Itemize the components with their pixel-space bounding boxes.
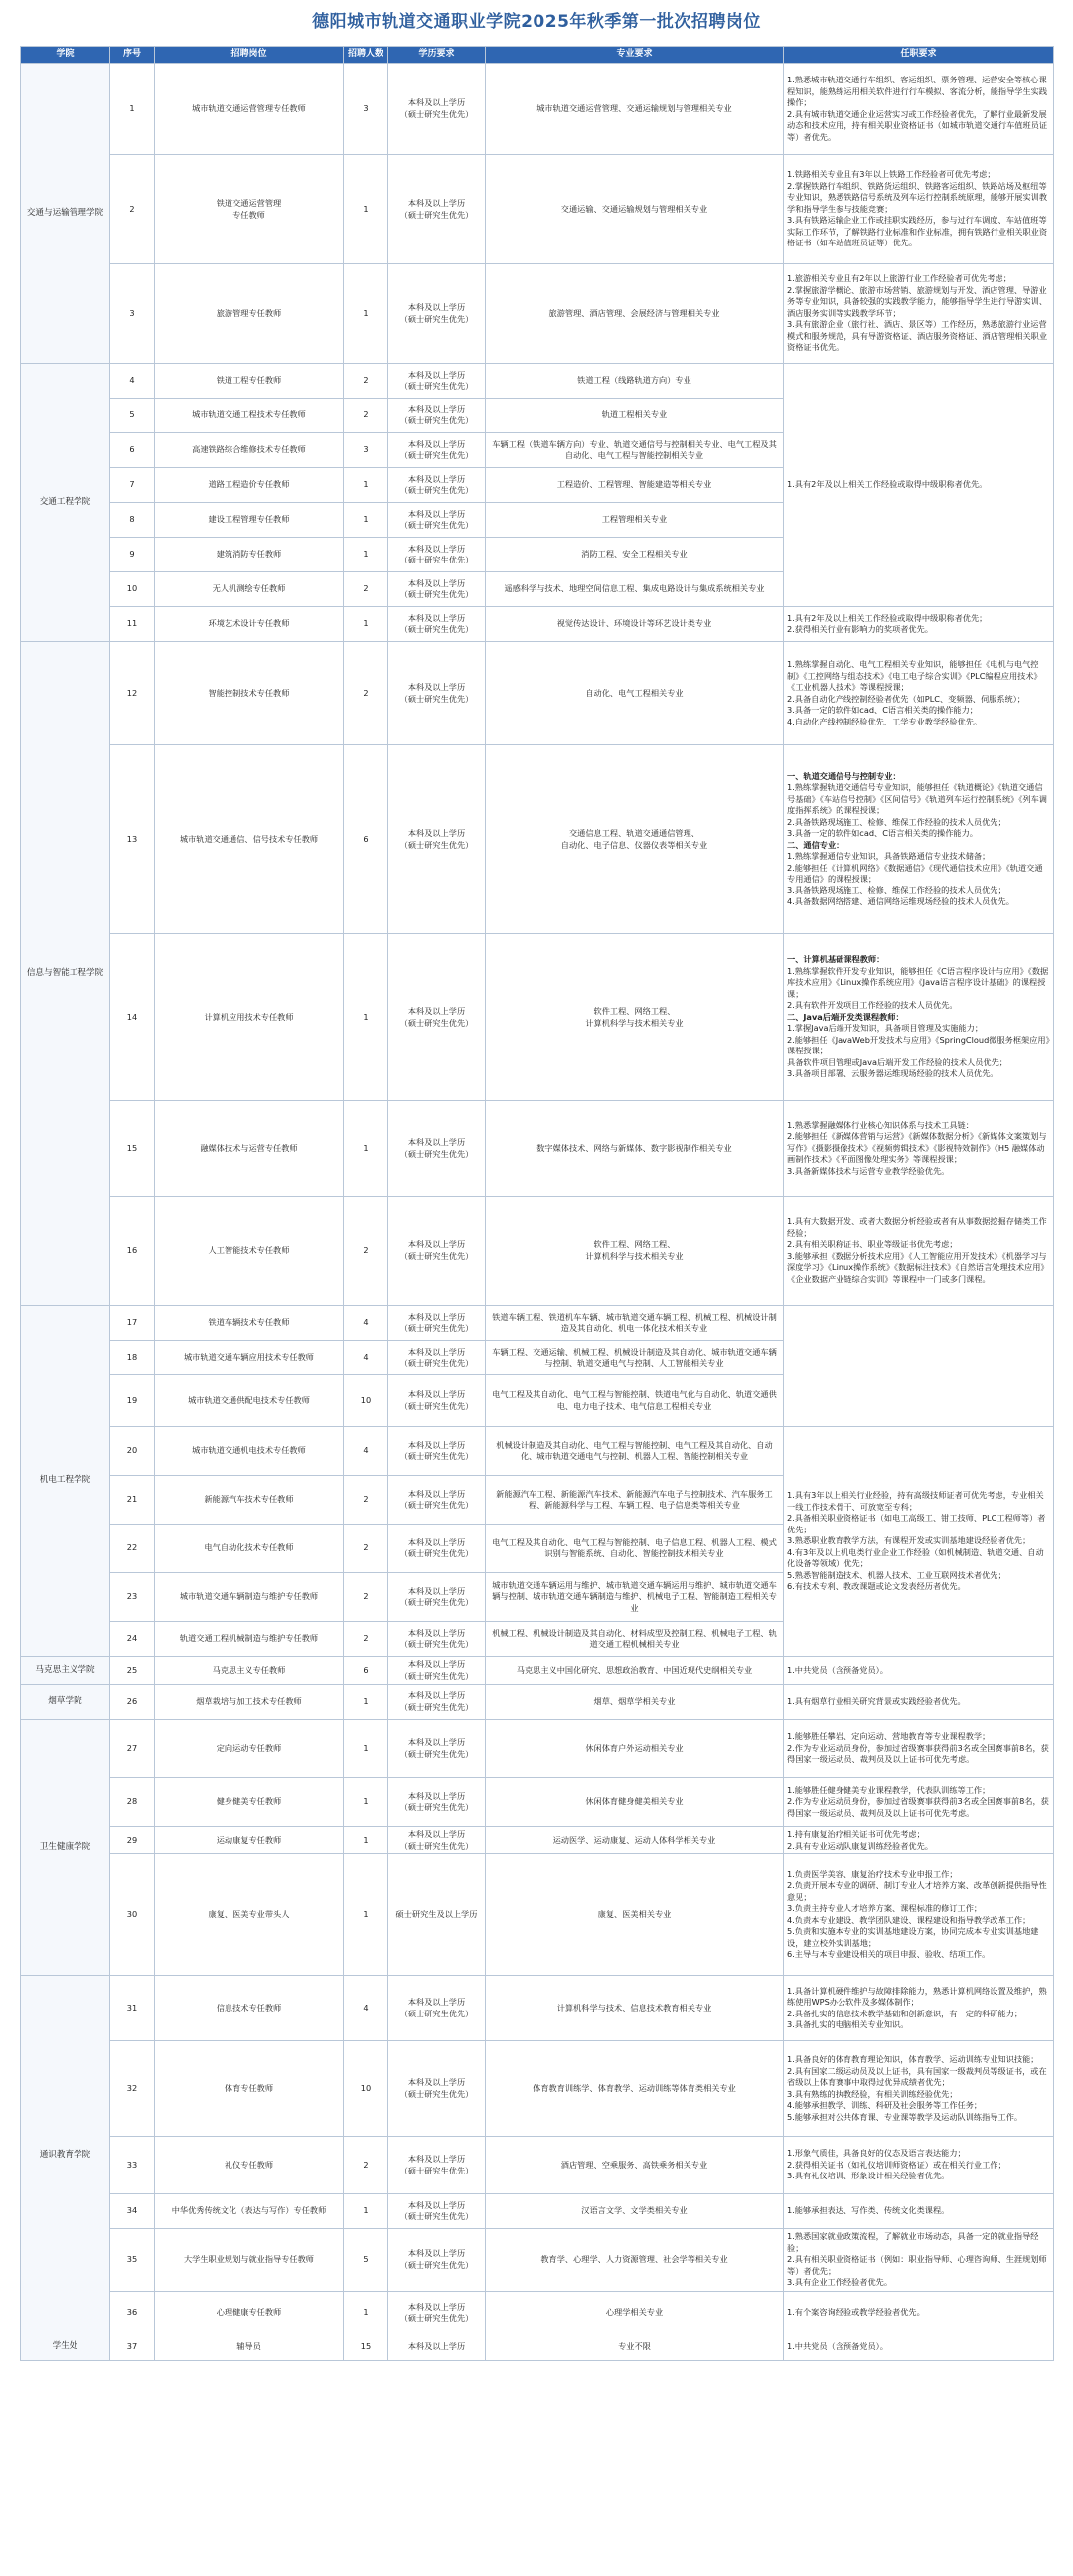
table-row [21, 364, 1054, 399]
row-number: 35 [110, 2229, 155, 2292]
row-number: 29 [110, 1827, 155, 1854]
major-requirement: 软件工程、网络工程、 计算机科学与技术相关专业 [486, 1197, 784, 1306]
job-requirements: 一、轨道交通信号与控制专业： 1.熟练掌握轨道交通信号专业知识，能够担任《轨道概论》《轨道交通信号基础》《车站信号控制》《区间信号》《轨道列车运行控制系统》《列车调度指挥系统》的课程授课； 2.具备铁路现场施工、检修、维保工作经验的技术人员优先； 3.具备一定的软件如cad、C语言相关类的操作能力。 二、通信专业： 1.熟练掌握通信专业知识，具备铁路通信专业技术储备； 2.能够担任《计算机网络》《数据通信》《现代通信技术应用》《轨道交通专用通信》的课程授课； 3.具备铁路现场施工、检修、维保工作经验的技术人员优先； 4.具备数据网络搭建、通信网络运维现场经验的技术人员优先。 [784, 745, 1054, 934]
post-name: 定向运动专任教师 [155, 1720, 344, 1778]
headcount: 4 [344, 1427, 388, 1476]
headcount: 1 [344, 1778, 388, 1827]
row-number: 13 [110, 745, 155, 934]
headcount: 15 [344, 2334, 388, 2360]
college-cell: 交通与运输管理学院 [21, 64, 110, 364]
major-requirement: 计算机科学与技术、信息技术教育相关专业 [486, 1976, 784, 2041]
job-requirements: 1.熟练掌握自动化、电气工程相关专业知识，能够担任《电机与电气控制》《工控网络与组态技术》《电工电子综合实训》《PLC编程应用技术》《工业机器人技术》等课程授课； 2.具备自动化产线控制经验者优先（如PLC、变频器、伺服系统）； 3.具备一定的软件如cad、C语言相关类的操作能力； 4.自动化产线控制经验优先、工学专业教学经验优先。 [784, 642, 1054, 745]
major-requirement: 康复、医美相关专业 [486, 1854, 784, 1976]
post-name: 烟草栽培与加工技术专任教师 [155, 1685, 344, 1720]
post-name: 铁道车辆技术专任教师 [155, 1306, 344, 1341]
major-requirement: 运动医学、运动康复、运动人体科学相关专业 [486, 1827, 784, 1854]
table-row [21, 1197, 1054, 1306]
major-requirement: 数字媒体技术、网络与新媒体、数字影视制作相关专业 [486, 1101, 784, 1197]
job-requirements: 1.具有3年以上相关行业经验，持有高级技师证者可优先考虑，专业相关一线工作技术骨干、可放宽至专科； 2.具备相关职业资格证书（如电工高级工、钳工技师、PLC工程师等）者优先； 3.熟悉职业教育教学方法，有课程开发或实训基地建设经验者优先； 4.有3年及以上机电类行业企业工作经验（如机械制造、轨道交通、自动化设备等领域）优先； 5.熟悉智能制造技术、机器人技术、工业互联网技术者优先； 6.有技术专利、教改课题或论文发表经历者优先。 [784, 1427, 1054, 1657]
headcount: 1 [344, 1101, 388, 1197]
education-requirement: 本科及以上学历 （硕士研究生优先） [388, 433, 486, 468]
page-title: 德阳城市轨道交通职业学院2025年秋季第一批次招聘岗位 [312, 12, 761, 32]
table-row [21, 1685, 1054, 1720]
header-requirements: 任职要求 [784, 47, 1054, 64]
education-requirement: 本科及以上学历 （硕士研究生优先） [388, 399, 486, 433]
row-number: 18 [110, 1341, 155, 1375]
header-education: 学历要求 [388, 47, 486, 64]
education-requirement: 本科及以上学历 （硕士研究生优先） [388, 1427, 486, 1476]
post-name: 建筑消防专任教师 [155, 538, 344, 572]
row-number: 24 [110, 1622, 155, 1657]
table-row [21, 1827, 1054, 1854]
headcount: 2 [344, 2137, 388, 2194]
major-requirement: 车辆工程、交通运输、机械工程、机械设计制造及其自动化、城市轨道交通车辆与控制、轨道交通电气与控制、人工智能相关专业 [486, 1341, 784, 1375]
major-requirement: 休闲体育健身健美相关专业 [486, 1778, 784, 1827]
post-name: 计算机应用技术专任教师 [155, 934, 344, 1101]
header-no: 序号 [110, 47, 155, 64]
education-requirement: 本科及以上学历 （硕士研究生优先） [388, 468, 486, 503]
headcount: 2 [344, 572, 388, 607]
major-requirement: 烟草、烟草学相关专业 [486, 1685, 784, 1720]
major-requirement: 工程造价、工程管理、智能建造等相关专业 [486, 468, 784, 503]
row-number: 31 [110, 1976, 155, 2041]
job-requirements: 1.具有大数据开发、或者大数据分析经验或者有从事数据挖掘存储类工作经验； 2.具有相关职称证书、职业等级证书优先考虑； 3.能够承担《数据分析技术应用》《人工智能应用开发技术》《机器学习与深度学习》《Linux操作系统》《数据标注技术》《自然语言处理技术应用》《企业数据产业链综合实训》等课程中一门或多门课程。 [784, 1197, 1054, 1306]
job-requirements: 1.中共党员（含预备党员）。 [784, 1657, 1054, 1685]
post-name: 铁道交通运营管理 专任教师 [155, 155, 344, 264]
major-requirement: 铁道工程（线路轨道方向）专业 [486, 364, 784, 399]
job-requirements: 1.负责医学美容、康复治疗技术专业申报工作； 2.负责开展本专业的调研、制订专业人才培养方案、改革创新提供指导性意见； 3.负责主持专业人才培养方案、课程标准的修订工作； 4.负责本专业建设、教学团队建设、课程建设和指导教学改革工作； 5.负责和实施本专业的实训基地建设方案，协同完成本专业实训基地建设，建立校外实训基地； 6.主导与本专业建设相关的项目申报、验收、结项工作。 [784, 1854, 1054, 1976]
job-requirements: 1.具有烟草行业相关研究背景或实践经验者优先。 [784, 1685, 1054, 1720]
headcount: 1 [344, 468, 388, 503]
education-requirement: 本科及以上学历 （硕士研究生优先） [388, 1525, 486, 1573]
major-requirement: 电气工程及其自动化、电气工程与智能控制、铁道电气化与自动化、轨道交通供电、电力电子技术、电气信息工程相关专业 [486, 1375, 784, 1427]
row-number: 28 [110, 1778, 155, 1827]
headcount: 1 [344, 1720, 388, 1778]
table-row [21, 2229, 1054, 2292]
row-number: 37 [110, 2334, 155, 2360]
post-name: 心理健康专任教师 [155, 2291, 344, 2334]
post-name: 运动康复专任教师 [155, 1827, 344, 1854]
college-cell: 信息与智能工程学院 [21, 642, 110, 1306]
headcount: 1 [344, 1854, 388, 1976]
table-row [21, 934, 1054, 1101]
headcount: 2 [344, 1525, 388, 1573]
table-row [21, 155, 1054, 264]
education-requirement: 本科及以上学历 （硕士研究生优先） [388, 1657, 486, 1685]
post-name: 新能源汽车技术专任教师 [155, 1476, 344, 1525]
row-number: 8 [110, 503, 155, 538]
major-requirement: 遥感科学与技术、地理空间信息工程、集成电路设计与集成系统相关专业 [486, 572, 784, 607]
education-requirement: 本科及以上学历 （硕士研究生优先） [388, 2137, 486, 2194]
job-requirements: 1.具有2年及以上相关工作经验或取得中级职称者优先； 2.获得相关行业有影响力的奖项者优先。 [784, 607, 1054, 642]
major-requirement: 交通信息工程、轨道交通通信管理、 自动化、电子信息、仪器仪表等相关专业 [486, 745, 784, 934]
education-requirement: 本科及以上学历 （硕士研究生优先） [388, 264, 486, 364]
table-row [21, 607, 1054, 642]
row-number: 25 [110, 1657, 155, 1685]
table-row [21, 64, 1054, 155]
education-requirement: 本科及以上学历 （硕士研究生优先） [388, 1306, 486, 1341]
row-number: 33 [110, 2137, 155, 2194]
table-row [21, 2041, 1054, 2137]
major-requirement: 轨道工程相关专业 [486, 399, 784, 433]
education-requirement: 本科及以上学历 （硕士研究生优先） [388, 934, 486, 1101]
row-number: 9 [110, 538, 155, 572]
job-requirements: 一、计算机基础课程教师： 1.熟练掌握软件开发专业知识，能够担任《C语言程序设计与应用》《数据库技术应用》《Linux操作系统应用》《Java语言程序设计基础》的课程授课； 2.具有软件开发项目工作经验的技术人员优先。 二、Java后端开发类课程教师： 1.掌握Java后端开发知识，具备项目管理及实施能力； 2.能够担任《JavaWeb开发技术与应用》《SpringCloud微服务框架应用》课程授课； 具备软件项目管理或Java后端开发工作经验的技术人员优先； 3.具备项目部署、云服务器运维现场经验的技术人员优先。 [784, 934, 1054, 1101]
row-number: 1 [110, 64, 155, 155]
job-requirements: 1.能够承担表达、写作类、传统文化类课程。 [784, 2194, 1054, 2229]
post-name: 城市轨道交通车辆应用技术专任教师 [155, 1341, 344, 1375]
table-row [21, 2137, 1054, 2194]
college-cell: 卫生健康学院 [21, 1720, 110, 1976]
education-requirement: 本科及以上学历 （硕士研究生优先） [388, 1778, 486, 1827]
job-requirements: 1.旅游相关专业且有2年以上旅游行业工作经验者可优先考虑； 2.掌握旅游学概论、旅游市场营销、旅游规划与开发、酒店管理、导游业务等专业知识，具备较强的实践教学能力，能够指导学生进行导游实训、酒店服务实训等实践教学环节； 3.具有旅游企业（旅行社、酒店、景区等）工作经历，熟悉旅游行业运营模式和服务规范，具有导游资格证、酒店服务资格证、酒店管理相关职业资格证书优先。 [784, 264, 1054, 364]
row-number: 23 [110, 1573, 155, 1622]
headcount: 4 [344, 1341, 388, 1375]
post-name: 体育专任教师 [155, 2041, 344, 2137]
job-requirements: 1.具备计算机硬件维护与故障排除能力，熟悉计算机网络设置及维护，熟练使用WPS办公软件及多媒体制作； 2.具备扎实的信息技术教学基础和创新意识，有一定的科研能力； 3.具备扎实的电脑相关专业知识。 [784, 1976, 1054, 2041]
education-requirement: 本科及以上学历 （硕士研究生优先） [388, 572, 486, 607]
headcount: 10 [344, 2041, 388, 2137]
row-number: 12 [110, 642, 155, 745]
education-requirement: 本科及以上学历 （硕士研究生优先） [388, 1622, 486, 1657]
job-requirements: 1.铁路相关专业且有3年以上铁路工作经验者可优先考虑； 2.掌握铁路行车组织、铁路货运组织、铁路客运组织、铁路站场及枢纽等专业知识，熟悉铁路信号系统及列车运行控制系统原理，能够开展实训教学和指导学生参与技能竞赛； 3.具有铁路运输企业工作或挂职实践经历，参与过行车调度、车站值班等实际工作环节，了解铁路行业标准和作业标准，拥有铁路行业相关职业资格证书（如车站值班员证等）优先。 [784, 155, 1054, 264]
major-requirement: 汉语言文学、文学类相关专业 [486, 2194, 784, 2229]
post-name: 城市轨道交通工程技术专任教师 [155, 399, 344, 433]
row-number: 36 [110, 2291, 155, 2334]
major-requirement: 城市轨道交通车辆运用与维护、城市轨道交通车辆运用与维护、城市轨道交通车辆与控制、城市轨道交通车辆制造与维护、机械电子工程、智能制造工程相关专业 [486, 1573, 784, 1622]
table-row [21, 745, 1054, 934]
major-requirement: 交通运输、交通运输规划与管理相关专业 [486, 155, 784, 264]
education-requirement: 本科及以上学历 （硕士研究生优先） [388, 1827, 486, 1854]
major-requirement: 自动化、电气工程相关专业 [486, 642, 784, 745]
row-number: 3 [110, 264, 155, 364]
recruitment-table [20, 46, 1054, 2361]
table-row [21, 642, 1054, 745]
headcount: 2 [344, 399, 388, 433]
row-number: 16 [110, 1197, 155, 1306]
row-number: 6 [110, 433, 155, 468]
table-row [21, 1976, 1054, 2041]
post-name: 健身健美专任教师 [155, 1778, 344, 1827]
row-number: 11 [110, 607, 155, 642]
job-requirements: 1.持有康复治疗相关证书可优先考虑； 2.具有专业运动队康复训练经验者优先。 [784, 1827, 1054, 1854]
education-requirement: 本科及以上学历 （硕士研究生优先） [388, 1476, 486, 1525]
job-requirements: 1.中共党员（含预备党员）。 [784, 2334, 1054, 2360]
headcount: 2 [344, 364, 388, 399]
major-requirement: 新能源汽车工程、新能源汽车技术、新能源汽车电子与控制技术、汽车服务工程、新能源科学与工程、车辆工程、电子信息类等相关专业 [486, 1476, 784, 1525]
post-name: 礼仪专任教师 [155, 2137, 344, 2194]
header-post: 招聘岗位 [155, 47, 344, 64]
education-requirement: 本科及以上学历 （硕士研究生优先） [388, 1976, 486, 2041]
post-name: 高速铁路综合维修技术专任教师 [155, 433, 344, 468]
post-name: 城市轨道交通通信、信号技术专任教师 [155, 745, 344, 934]
headcount: 1 [344, 2194, 388, 2229]
post-name: 城市轨道交通机电技术专任教师 [155, 1427, 344, 1476]
education-requirement: 本科及以上学历 （硕士研究生优先） [388, 642, 486, 745]
post-name: 康复、医美专业带头人 [155, 1854, 344, 1976]
job-requirements: 1.熟悉掌握融媒体行业核心知识体系与技术工具链： 2.能够担任《新媒体营销与运营》《新媒体数据分析》《新媒体文案策划与写作》《摄影摄像技术》《视频剪辑技术》《影视特效制作》《H5 融媒体动画制作技术》《平面图像处理实务》等课程授课； 3.具备新媒体技术与运营专业教学经验优先。 [784, 1101, 1054, 1197]
header-major: 专业要求 [486, 47, 784, 64]
row-number: 27 [110, 1720, 155, 1778]
post-name: 城市轨道交通运营管理专任教师 [155, 64, 344, 155]
table-row [21, 1657, 1054, 1685]
education-requirement: 本科及以上学历 [388, 2334, 486, 2360]
row-number: 21 [110, 1476, 155, 1525]
education-requirement: 本科及以上学历 （硕士研究生优先） [388, 2291, 486, 2334]
job-requirements: 1.具备良好的体育教育理论知识，体育教学、运动训练专业知识技能； 2.具有国家二级运动员及以上证书，具有国家一级裁判员等级证书，或在省级以上体育赛事中取得过优异成绩者优先； 3.具有熟练的执教经验，有相关训练经验优先； 4.能够承担教学、训练、科研及社会服务等工作任务； 5.能够承担对公共体育课、专业课等教学及运动队训练指导工作。 [784, 2041, 1054, 2137]
job-requirements: 1.熟悉国家就业政策流程，了解就业市场动态，具备一定的就业指导经验； 2.具有相关职业资格证书（例如：职业指导师、心理咨询师、生涯规划师等）者优先； 3.具有企业工作经验者优先。 [784, 2229, 1054, 2292]
row-number: 2 [110, 155, 155, 264]
row-number: 34 [110, 2194, 155, 2229]
major-requirement: 机械工程、机械设计制造及其自动化、材料成型及控制工程、机械电子工程、轨道交通工程机械相关专业 [486, 1622, 784, 1657]
job-requirements [784, 1306, 1054, 1427]
row-number: 20 [110, 1427, 155, 1476]
education-requirement: 本科及以上学历 （硕士研究生优先） [388, 745, 486, 934]
row-number: 10 [110, 572, 155, 607]
major-requirement: 马克思主义中国化研究、思想政治教育、中国近现代史纲相关专业 [486, 1657, 784, 1685]
college-cell: 烟草学院 [21, 1685, 110, 1720]
job-requirements: 1.熟悉城市轨道交通行车组织、客运组织、票务管理、运营安全等核心课程知识，能熟练运用相关软件进行行车模拟、客流分析，能指导学生实践操作； 2.具有城市轨道交通企业运营实习或工作经验者优先，了解行业最新发展动态和技术应用，持有相关职业资格证书（如城市轨道交通行车值班员证等）者优先。 [784, 64, 1054, 155]
table-row [21, 1427, 1054, 1476]
headcount: 3 [344, 64, 388, 155]
major-requirement: 城市轨道交通运营管理、交通运输规划与管理相关专业 [486, 64, 784, 155]
post-name: 铁道工程专任教师 [155, 364, 344, 399]
table-row [21, 2194, 1054, 2229]
education-requirement: 本科及以上学历 （硕士研究生优先） [388, 64, 486, 155]
row-number: 5 [110, 399, 155, 433]
education-requirement: 本科及以上学历 （硕士研究生优先） [388, 2229, 486, 2292]
headcount: 6 [344, 1657, 388, 1685]
headcount: 4 [344, 1976, 388, 2041]
education-requirement: 本科及以上学历 （硕士研究生优先） [388, 2194, 486, 2229]
header-count: 招聘人数 [344, 47, 388, 64]
post-name: 轨道交通工程机械制造与维护专任教师 [155, 1622, 344, 1657]
education-requirement: 本科及以上学历 （硕士研究生优先） [388, 1341, 486, 1375]
education-requirement: 本科及以上学历 （硕士研究生优先） [388, 607, 486, 642]
job-requirements: 1.有个案咨询经验或教学经验者优先。 [784, 2291, 1054, 2334]
education-requirement: 本科及以上学历 （硕士研究生优先） [388, 503, 486, 538]
education-requirement: 本科及以上学历 （硕士研究生优先） [388, 1197, 486, 1306]
post-name: 无人机测绘专任教师 [155, 572, 344, 607]
post-name: 城市轨道交通供配电技术专任教师 [155, 1375, 344, 1427]
education-requirement: 本科及以上学历 （硕士研究生优先） [388, 1720, 486, 1778]
headcount: 2 [344, 1197, 388, 1306]
headcount: 1 [344, 503, 388, 538]
headcount: 3 [344, 433, 388, 468]
post-name: 智能控制技术专任教师 [155, 642, 344, 745]
table-row [21, 2291, 1054, 2334]
major-requirement: 软件工程、网络工程、 计算机科学与技术相关专业 [486, 934, 784, 1101]
post-name: 融媒体技术与运营专任教师 [155, 1101, 344, 1197]
row-number: 14 [110, 934, 155, 1101]
table-row [21, 2334, 1054, 2360]
table-row [21, 1854, 1054, 1976]
post-name: 电气自动化技术专任教师 [155, 1525, 344, 1573]
table-row [21, 1778, 1054, 1827]
row-number: 7 [110, 468, 155, 503]
college-cell: 学生处 [21, 2334, 110, 2360]
major-requirement: 铁道车辆工程、铁道机车车辆、城市轨道交通车辆工程、机械工程、机械设计制造及其自动化、机电一体化技术相关专业 [486, 1306, 784, 1341]
major-requirement: 机械设计制造及其自动化、电气工程与智能控制、电气工程及其自动化、自动化、城市轨道交通电气与控制、机器人工程、智能控制相关专业 [486, 1427, 784, 1476]
education-requirement: 本科及以上学历 （硕士研究生优先） [388, 538, 486, 572]
education-requirement: 本科及以上学历 （硕士研究生优先） [388, 1101, 486, 1197]
major-requirement: 工程管理相关专业 [486, 503, 784, 538]
education-requirement: 硕士研究生及以上学历 [388, 1854, 486, 1976]
headcount: 2 [344, 1573, 388, 1622]
headcount: 2 [344, 1622, 388, 1657]
major-requirement: 专业不限 [486, 2334, 784, 2360]
row-number: 22 [110, 1525, 155, 1573]
college-cell: 通识教育学院 [21, 1976, 110, 2335]
job-requirements: 1.具有2年及以上相关工作经验或取得中级职称者优先。 [784, 364, 1054, 607]
post-name: 城市轨道交通车辆制造与维护专任教师 [155, 1573, 344, 1622]
row-number: 17 [110, 1306, 155, 1341]
headcount: 2 [344, 642, 388, 745]
row-number: 30 [110, 1854, 155, 1976]
post-name: 中华优秀传统文化（表达与写作）专任教师 [155, 2194, 344, 2229]
college-cell: 马克思主义学院 [21, 1657, 110, 1685]
row-number: 19 [110, 1375, 155, 1427]
major-requirement: 车辆工程（铁道车辆方向）专业、轨道交通信号与控制相关专业、电气工程及其自动化、电气工程与智能控制相关专业 [486, 433, 784, 468]
post-name: 道路工程造价专任教师 [155, 468, 344, 503]
college-cell: 交通工程学院 [21, 364, 110, 642]
education-requirement: 本科及以上学历 （硕士研究生优先） [388, 155, 486, 264]
headcount: 1 [344, 538, 388, 572]
post-name: 环境艺术设计专任教师 [155, 607, 344, 642]
table-header-row [21, 47, 1054, 64]
major-requirement: 旅游管理、酒店管理、会展经济与管理相关专业 [486, 264, 784, 364]
headcount: 1 [344, 2291, 388, 2334]
post-name: 信息技术专任教师 [155, 1976, 344, 2041]
major-requirement: 消防工程、安全工程相关专业 [486, 538, 784, 572]
table-row [21, 1101, 1054, 1197]
headcount: 1 [344, 1827, 388, 1854]
major-requirement: 视觉传达设计、环境设计等环艺设计类专业 [486, 607, 784, 642]
table-row [21, 1306, 1054, 1341]
education-requirement: 本科及以上学历 （硕士研究生优先） [388, 364, 486, 399]
post-name: 旅游管理专任教师 [155, 264, 344, 364]
post-name: 马克思主义专任教师 [155, 1657, 344, 1685]
headcount: 2 [344, 1476, 388, 1525]
headcount: 1 [344, 264, 388, 364]
headcount: 5 [344, 2229, 388, 2292]
education-requirement: 本科及以上学历 （硕士研究生优先） [388, 2041, 486, 2137]
post-name: 大学生职业规划与就业指导专任教师 [155, 2229, 344, 2292]
headcount: 6 [344, 745, 388, 934]
row-number: 32 [110, 2041, 155, 2137]
college-cell: 机电工程学院 [21, 1306, 110, 1657]
table-row [21, 1720, 1054, 1778]
post-name: 建设工程管理专任教师 [155, 503, 344, 538]
major-requirement: 酒店管理、空乘服务、高铁乘务相关专业 [486, 2137, 784, 2194]
major-requirement: 教育学、心理学、人力资源管理、社会学等相关专业 [486, 2229, 784, 2292]
major-requirement: 休闲体育户外运动相关专业 [486, 1720, 784, 1778]
post-name: 人工智能技术专任教师 [155, 1197, 344, 1306]
job-requirements: 1.能够胜任健身健美专业课程教学，代表队训练等工作； 2.作为专业运动员身份，参加过省级赛事获得前3名或全国赛事前8名，获得国家一级运动员、裁判员及以上证书可优先考虑。 [784, 1778, 1054, 1827]
headcount: 4 [344, 1306, 388, 1341]
education-requirement: 本科及以上学历 （硕士研究生优先） [388, 1685, 486, 1720]
row-number: 26 [110, 1685, 155, 1720]
education-requirement: 本科及以上学历 （硕士研究生优先） [388, 1573, 486, 1622]
headcount: 1 [344, 155, 388, 264]
major-requirement: 体育教育训练学、体育教学、运动训练等体育类相关专业 [486, 2041, 784, 2137]
header-college: 学院 [21, 47, 110, 64]
job-requirements: 1.能够胜任攀岩、定向运动、营地教育等专业课程教学； 2.作为专业运动员身份，参加过省级赛事获得前3名或全国赛事前8名，获得国家一级运动员、裁判员及以上证书可优先考虑。 [784, 1720, 1054, 1778]
job-requirements: 1.形象气质佳，具备良好的仪态及语言表达能力； 2.获得相关证书（如礼仪培训师资格证）或在相关行业工作； 3.具有礼仪培训、形象设计相关经验者优先。 [784, 2137, 1054, 2194]
headcount: 1 [344, 607, 388, 642]
table-body [21, 64, 1054, 2361]
row-number: 15 [110, 1101, 155, 1197]
headcount: 10 [344, 1375, 388, 1427]
education-requirement: 本科及以上学历 （硕士研究生优先） [388, 1375, 486, 1427]
headcount: 1 [344, 934, 388, 1101]
headcount: 1 [344, 1685, 388, 1720]
row-number: 4 [110, 364, 155, 399]
major-requirement: 心理学相关专业 [486, 2291, 784, 2334]
table-row [21, 264, 1054, 364]
major-requirement: 电气工程及其自动化、电气工程与智能控制、电子信息工程、机器人工程、模式识别与智能系统、自动化、智能控制技术相关专业 [486, 1525, 784, 1573]
post-name: 辅导员 [155, 2334, 344, 2360]
